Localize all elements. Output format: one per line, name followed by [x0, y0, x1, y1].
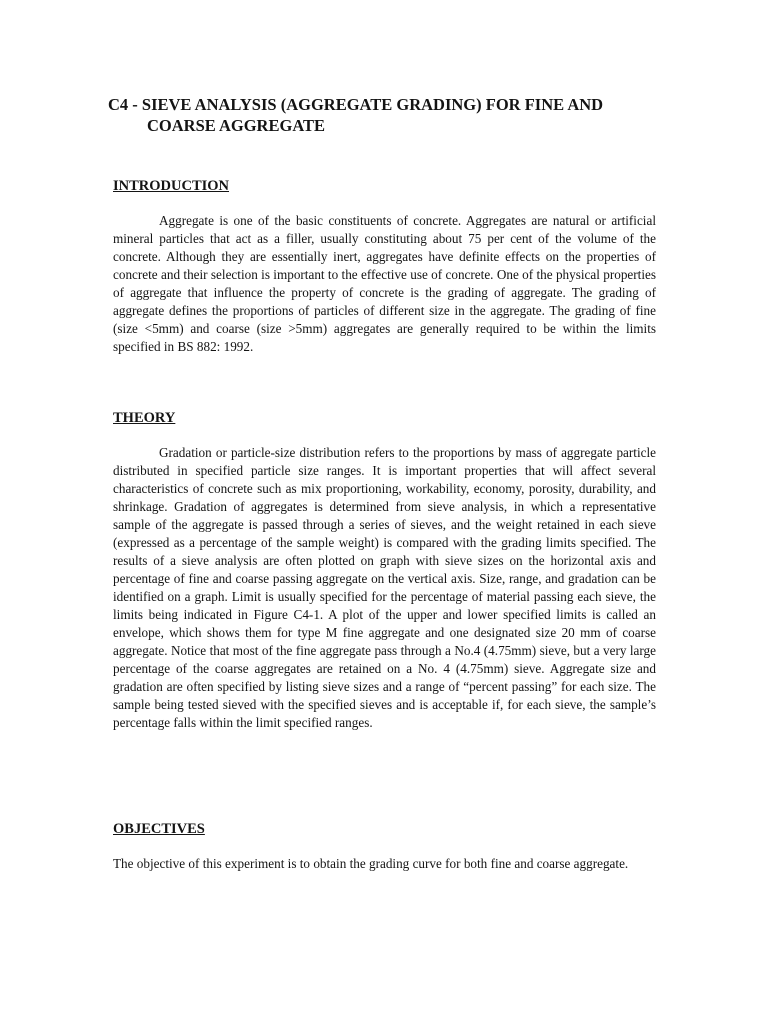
- heading-theory: THEORY: [113, 410, 176, 426]
- theory-paragraph: Gradation or particle-size distribution refers to the proportions by mass of aggregate particle distributed in specified particle size ranges. It is important properties that will affect several characteristics of concrete such as mix proportioning, workability, economy, porosity, durability, and shrinkage. Gradation of aggregates is determined from sieve analysis, in which a representative sample of the aggregate is passed through a series of sieves, and the weight retained in each sieve (expressed as a percentage of the sample weight) is compared with the grading limits specified. The results of a sieve analysis are often plotted on graph with sieve sizes on the horizontal axis and percentage of fine and coarse passing aggregate on the vertical axis. Size, range, and gradation can be identified on a graph. Limit is usually specified for the percentage of material passing each sieve, the limits being indicated in Figure C4-1. A plot of the upper and lower specified limits is called an envelope, which shows them for type M fine aggregate and one designated size 20 mm of coarse aggregate. Notice that most of the fine aggregate pass through a No.4 (4.75mm) sieve, but a very large percentage of the coarse aggregates are retained on a No. 4 (4.75mm) sieve. Aggregate size and gradation are often specified by listing sieve sizes and a range of “percent passing” for each size. The sample being tested sieved with the specified sieves and is acceptable if, for each sieve, the sample’s percentage falls within the limit specified ranges.: [113, 445, 656, 730]
- heading-introduction: INTRODUCTION: [113, 178, 230, 194]
- objectives-paragraph: The objective of this experiment is to obtain the grading curve for both fine and coarse aggregate.: [113, 856, 629, 871]
- heading-objectives: OBJECTIVES: [113, 821, 205, 837]
- introduction-paragraph: Aggregate is one of the basic constituents of concrete. Aggregates are natural or artificial mineral particles that act as a filler, usually constituting about 75 per cent of the volume of the concrete. Although they are essentially inert, aggregates have definite effects on the properties of concrete and their selection is important to the effective use of concrete. One of the physical properties of aggregate that influence the property of concrete is the grading of aggregate. The grading of aggregate defines the proportions of particles of different size in the aggregate. The grading of fine (size <5mm) and coarse (size >5mm) aggregates are generally required to be within the limits specified in BS 882: 1992.: [113, 213, 656, 354]
- title-line-1: C4 - SIEVE ANALYSIS (AGGREGATE GRADING) FOR FINE AND: [108, 95, 604, 114]
- document-title: [108, 94, 668, 136]
- title-line-2: COARSE AGGREGATE: [147, 116, 326, 135]
